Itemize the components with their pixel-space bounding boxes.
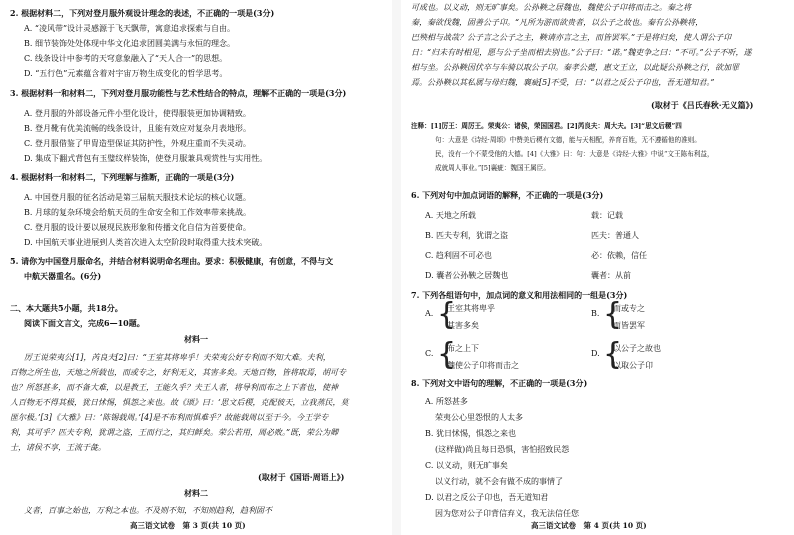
text-line: (取材于《吕氏春秋·无义篇》) <box>651 100 754 110</box>
text-line: B. <box>591 309 600 318</box>
text-line: 成就周人事业。”[5]襄疵：魏国王属臣。 <box>435 164 550 172</box>
page-footer: 高三语文试卷 第 4 页(共 10 页) <box>531 521 647 530</box>
text-line: 7. 下列各组语句中，加点词的意义和用法相同的一组是(3分) <box>411 290 628 300</box>
text-line: 日：“归未有时相见，愿与公子坐而相去别也。”公子曰：“诺。”魏吏争之曰：“不可。”公子不听，遂 <box>411 48 752 57</box>
text-line: B. 细节装饰处处体现中华文化追求团圆美满与永恒的理念。 <box>24 39 235 48</box>
text-line: A. 登月服的外部设备元件小型化设计，使得服装更加协调精致。 <box>24 109 251 118</box>
text-line: 句：大意是《诗经·周颂》中赞美后稷有文德，能与天相配，养育百姓，无不遵循他的准则。 <box>435 136 701 144</box>
text-line: 载：记载 <box>591 211 623 220</box>
text-line: 必：依赖，信任 <box>591 251 647 260</box>
text-line: C. 登月服的设计要以展现民族形象和传播文化自信为首要使命。 <box>24 223 251 232</box>
text-line: 秦，秦欲伐魏，固善公子卬。“凡所为游而欲贵者，以公子之故也。秦有公孙鞅将， <box>411 18 704 27</box>
page-footer: 高三语文试卷 第 3 页(共 10 页) <box>130 521 246 530</box>
text-line: 二、本大题共5小题，共18分。 <box>10 303 123 313</box>
text-line: 材料一 <box>184 334 208 344</box>
text-line: 百物之所生也，天地之所载也，而或专之，好利无义，其害多矣。天地百物，皆将取焉，胡可专 <box>10 368 346 377</box>
text-line: 布之上下 <box>447 344 479 353</box>
text-line: (取材于《国语·周语上》) <box>258 472 345 482</box>
text-line: 4. 根据材料一和材料二，下列理解与推断，正确的一项是(3分) <box>10 172 235 182</box>
text-line: 士，诸侯不享，王流于彘。 <box>10 443 106 452</box>
text-line: B. 匹夫专利，犹谓之盗 <box>425 231 508 240</box>
text-line: 义者，百事之始也，万利之本也。不及则不知，不知则趋利，趋利固不 <box>24 506 272 515</box>
text-line: 以义行动，就不会有做不成的事情了 <box>435 477 563 486</box>
text-line: 焉。公孙鞅以其私属与母归魏，襄疵[5]不受，曰：“以君之反公子卬也，吾无道知君。” <box>411 78 715 87</box>
text-line: 2. 根据材料二，下列对登月服外观设计理念的表述，不正确的一项是(3分) <box>10 8 275 18</box>
text-line: 材料二 <box>184 488 208 498</box>
text-line: D. 集成下翻式背包有玉璧纹样装饰，使登月服兼具观赏性与实用性。 <box>24 154 268 163</box>
text-line: C. 线条设计中参考的天穹意象融入了“天人合一”的思想。 <box>24 54 228 63</box>
text-line: B. 犹日怵惕，惧怨之来也 <box>425 429 516 438</box>
page-gutter <box>392 0 401 535</box>
text-line: 而或专之 <box>613 304 645 313</box>
text-line: C. <box>425 349 434 358</box>
text-line: 注释：[1]厉王：周厉王。荣夷公：诸侯，荣国国君。[2]芮良夫：周大夫。[3]“思文后稷”四 <box>411 122 682 130</box>
text-line: D. “五行色”元素蕴含着对宇宙万物生成变化的哲学思考。 <box>24 69 228 78</box>
exam-page-4 <box>401 0 794 535</box>
text-line: D. 以君之反公子卬也，吾无道知君 <box>425 493 549 502</box>
text-line: 匪尔极。’[3]《大雅》曰：‘陈锡载周。’[4]是不布利而惧难乎？故能载周以至于今。今王学专 <box>10 413 329 422</box>
exam-page-3 <box>0 0 392 535</box>
text-line: 以取公子卬 <box>613 361 653 370</box>
text-line: 3. 根据材料一和材料二，下列对登月服功能性与艺术性结合的特点，理解不正确的一项是(3分) <box>10 88 347 98</box>
brace-bracket: { <box>437 337 457 372</box>
text-line: 荣夷公心里怨恨的人太多 <box>435 413 523 422</box>
text-line: 魏使公子卬将而击之 <box>447 361 519 370</box>
text-line: 以公子之故也 <box>613 344 661 353</box>
text-line: A. <box>425 309 434 318</box>
text-line: D. 中国航天事业进展到人类首次进入太空阶段时取得重大技术突破。 <box>24 238 268 247</box>
text-line: 利，其可乎？匹夫专利，犹谓之盗，王而行之，其归鲜矣。荣公若用，周必败。”既，荣公为卿 <box>10 428 339 437</box>
text-line: B. 月球的复杂环境会给航天员的生命安全和工作效率带来挑战。 <box>24 208 251 217</box>
text-line: C. 登月服借鉴了甲胄造型保证其防护性，外观庄重而不失灵动。 <box>24 139 251 148</box>
text-line: (这样做)尚且每日恐惧，害怕招致民怨 <box>435 445 570 454</box>
text-line: A. 所怒甚多 <box>425 397 468 406</box>
text-line: 6. 下列对句中加点词语的解释，不正确的一项是(3分) <box>411 190 604 200</box>
text-line: 厉王说荣夷公[1]，芮良夫[2]曰：“王室其将卑乎！夫荣夷公好专利而不知大难。夫利， <box>24 353 331 362</box>
text-line: 相与坐。公孙鞅因伏卒与车骑以取公子卬。秦孝公薨，惠文王立，以此疑公孙鞅之行，欲加罪 <box>411 63 739 72</box>
text-line: A. “凌风带”设计灵感源于飞天飘带，寓意追求探索与自由。 <box>24 24 236 33</box>
text-line: 因为您对公子卬背信弃义，我无法信任您 <box>435 509 579 518</box>
text-line: 而皆罢军 <box>613 321 645 330</box>
text-line: A. 中国登月服的征名活动是第三届航天服技术论坛的核心议题。 <box>24 193 251 202</box>
text-line: 8. 下列对文中语句的理解，不正确的一项是(3分) <box>411 378 588 388</box>
text-line: 巴殃相与战哉？公子言之公子之主，鞅请亦言之主，而皆罢军。”于是将归矣，使人谓公子卬 <box>411 33 732 42</box>
text-line: 人百物无不得其极，犹日怵惕，惧怨之来也。故《颂》曰：‘思文后稷，克配彼天，立我蒸民，莫 <box>10 398 349 407</box>
text-line: 匹夫：普通人 <box>591 231 639 240</box>
brace-bracket: { <box>603 337 623 372</box>
brace-bracket: { <box>437 297 457 332</box>
text-line: B. 登月靴有优美流畅的线条设计，且能有效应对复杂月表地形。 <box>24 124 251 133</box>
text-line: 王室其将卑乎 <box>447 304 495 313</box>
text-line: 可成也。以义动，则无旷事矣。公孙鞅之居魏也，魏使公子卬将而击之。秦之将 <box>411 3 691 12</box>
text-line: 民，没有一个不蒙受他的大德。[4]《大雅》曰：句：大意是《诗经·大雅》中说“文王陈布利益， <box>435 150 714 158</box>
text-line: 其害多矣 <box>447 321 479 330</box>
text-line: A. 天地之所载 <box>425 211 476 220</box>
text-line: D. <box>591 349 600 358</box>
text-line: C. 趋利固不可必也 <box>425 251 492 260</box>
brace-bracket: { <box>603 297 623 332</box>
text-line: 囊者：从前 <box>591 271 631 280</box>
text-line: D. 囊者公孙鞅之居魏也 <box>425 271 509 280</box>
text-line: C. 以义动，则无旷事矣 <box>425 461 508 470</box>
text-line: 也？所怒甚多，而不备大难，以是教王，王能久乎？夫王人者，将导利而布之上下者也，使神 <box>10 383 338 392</box>
text-line: 5. 请你为中国登月服命名，并结合材料说明命名理由。要求：积极健康，有创意，不得与文 <box>10 256 334 266</box>
text-line: 中航天器重名。(6分) <box>24 271 102 281</box>
text-line: 阅读下面文言文，完成6—10题。 <box>24 318 145 328</box>
